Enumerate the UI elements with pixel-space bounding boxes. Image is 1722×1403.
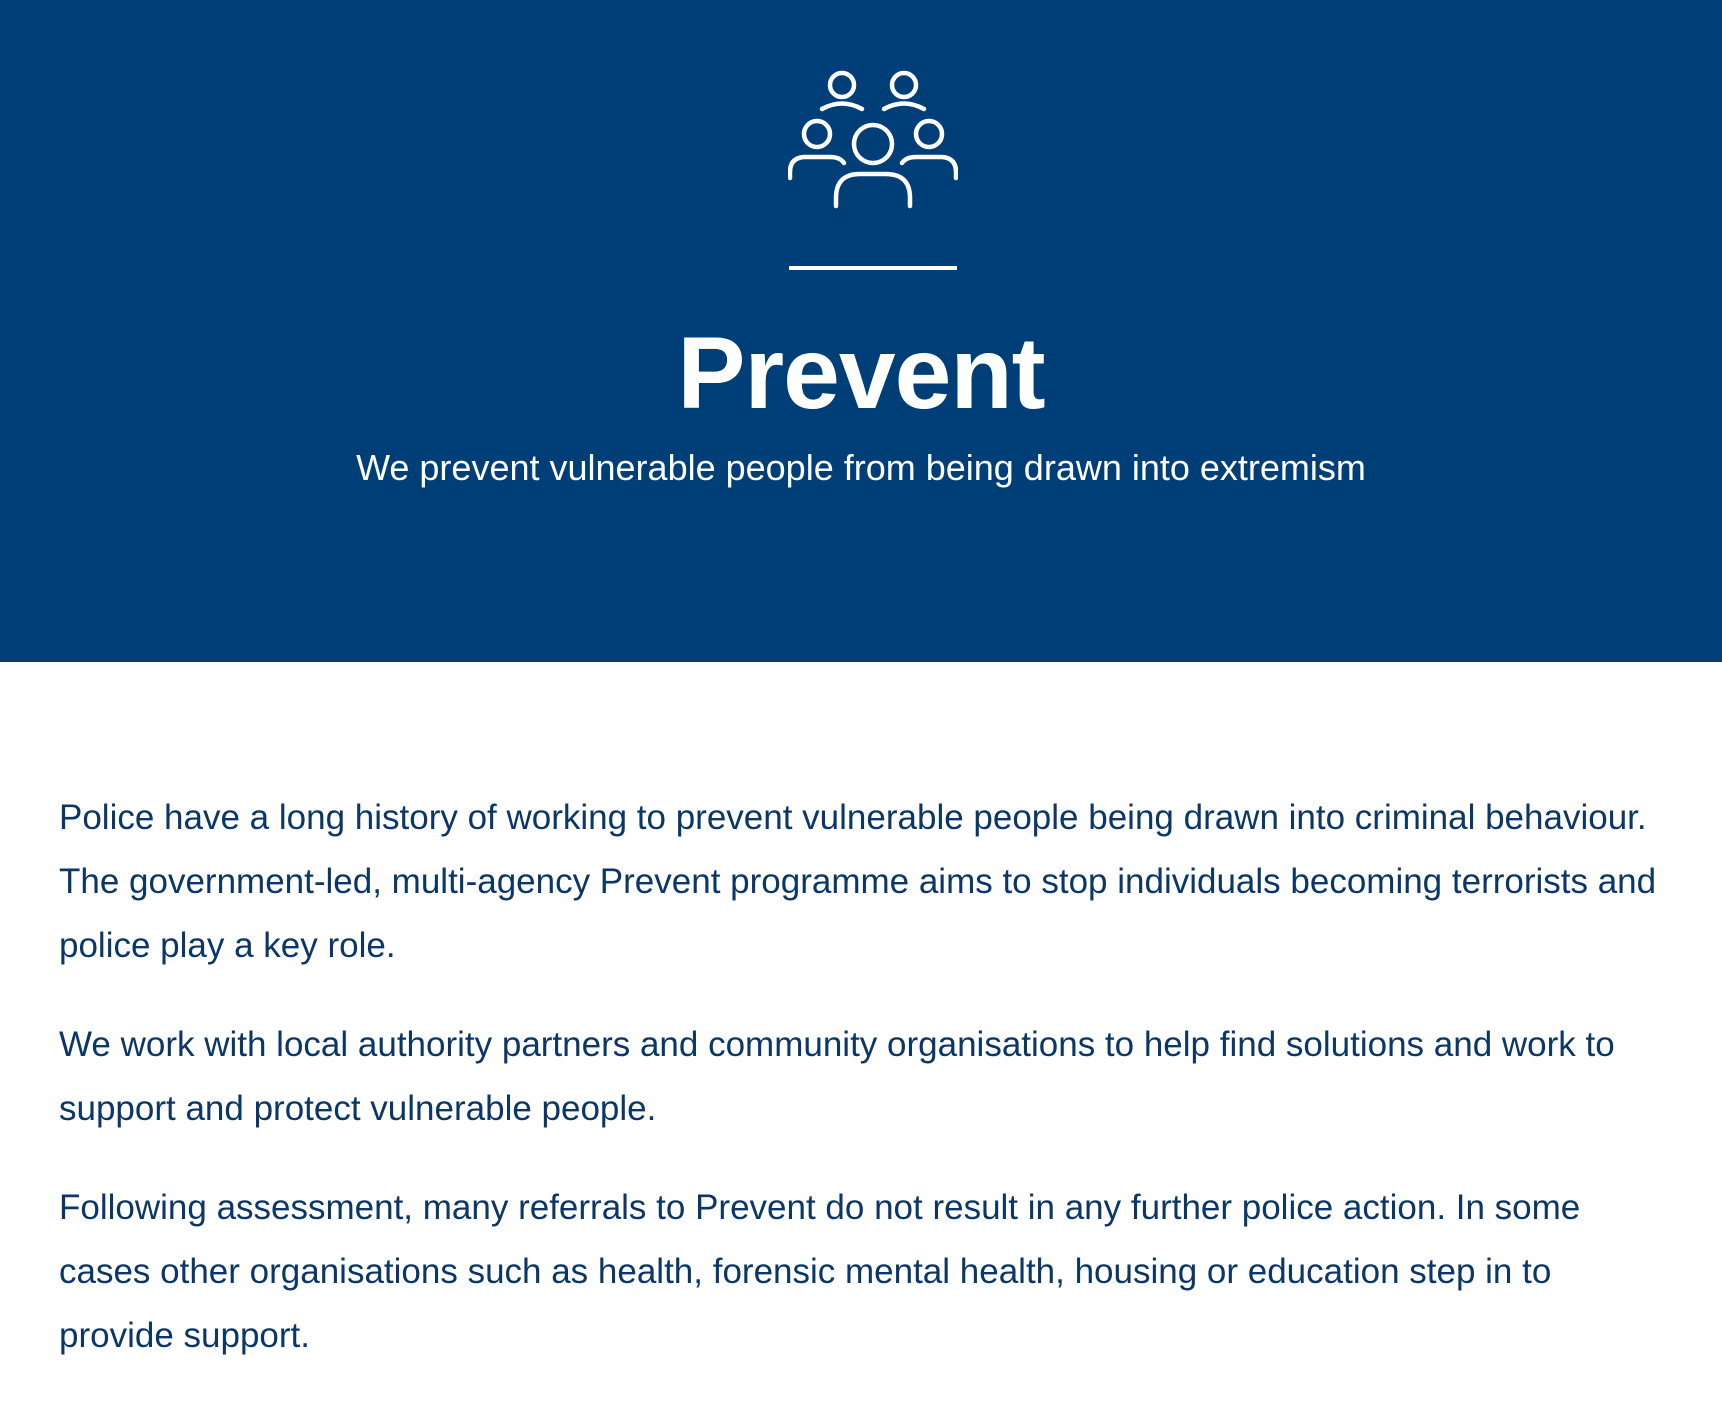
main-content: [59, 786, 1669, 1403]
page-title: Prevent: [677, 316, 1045, 430]
hero-banner: [0, 0, 1722, 662]
body-paragraph: Following assessment, many referrals to Prevent do not result in any further police action. In some cases other organisations such as health, forensic mental health, housing or education step in to provide support.: [59, 1188, 1581, 1355]
body-paragraph: We work with local authority partners and community organisations to help find solutions and work to support and protect vulnerable people.: [59, 1025, 1615, 1128]
hero-divider: [789, 266, 957, 270]
page-subtitle: We prevent vulnerable people from being drawn into extremism: [356, 447, 1366, 488]
people-group-icon: [788, 68, 958, 210]
body-paragraph: Police have a long history of working to prevent vulnerable people being drawn into criminal behaviour. The government-led, multi-agency Prevent programme aims to stop individuals becoming terrorists and police play a key role.: [59, 798, 1657, 965]
